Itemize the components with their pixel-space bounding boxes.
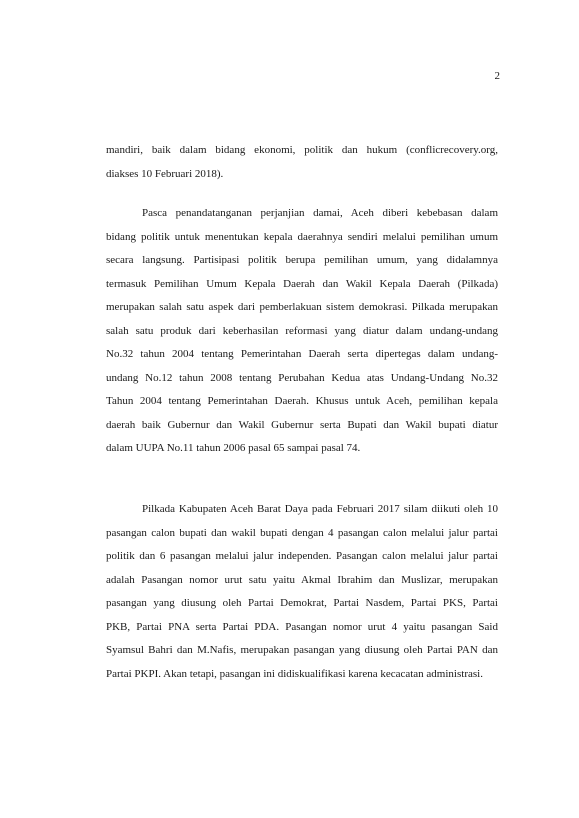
text-line: No.32 tahun 2004 tentang Pemerintahan Daerah serta dipertegas dalam undang- [106,348,498,360]
text-line: Partai PKPI. Akan tetapi, pasangan ini didiskualifikasi karena kecacatan administrasi. [106,667,483,680]
text-line: diakses 10 Februari 2018). [106,167,224,180]
paragraph-3 [106,498,498,686]
text-line: merupakan salah satu aspek dari pemberlakuan sistem demokrasi. Pilkada merupakan [106,301,498,313]
text-line: Pasca penandatanganan perjanjian damai, Aceh diberi kebebasan dalam [142,207,498,219]
text-line: salah satu produk dari keberhasilan reformasi yang diatur dalam undang-undang [106,324,498,337]
page-number: 2 [494,70,500,82]
text-line: dalam UUPA No.11 tahun 2006 pasal 65 sampai pasal 74. [106,442,361,454]
text-line: bidang politik untuk menentukan kepala daerahnya sendiri melalui pemilihan umum [106,230,498,243]
text-line: politik dan 6 pasangan melalui jalur independen. Pasangan calon melalui jalur partai [106,550,498,562]
text-line: pasangan calon bupati dan wakil bupati dengan 4 pasangan calon melalui jalur partai [106,526,498,539]
text-line: PKB, Partai PNA serta Partai PDA. Pasangan nomor urut 4 yaitu pasangan Said [106,620,498,633]
text-line: Pilkada Kabupaten Aceh Barat Daya pada Februari 2017 silam diikuti oleh 10 [142,503,498,515]
text-line: mandiri, baik dalam bidang ekonomi, politik dan hukum (conflicrecovery.org, [106,144,498,156]
paragraph-2 [106,202,498,461]
text-line: termasuk Pemilihan Umum Kepala Daerah dan Wakil Kepala Daerah (Pilkada) [106,277,498,290]
text-line: adalah Pasangan nomor urut satu yaitu Akmal Ibrahim dan Muslizar, merupakan [106,573,498,586]
paragraph-1 [106,139,498,186]
text-line: Tahun 2004 tentang Pemerintahan Daerah. Khusus untuk Aceh, pemilihan kepala [106,395,498,407]
text-line: daerah baik Gubernur dan Wakil Gubernur serta Bupati dan Wakil bupati diatur [106,418,498,431]
text-line: secara langsung. Partisipasi politik berupa pemilihan umum, yang didalamnya [106,254,498,266]
text-line: undang No.12 tahun 2008 tentang Perubahan Kedua atas Undang-Undang No.32 [106,371,498,384]
text-line: Syamsul Bahri dan M.Nafis, merupakan pasangan yang diusung oleh Partai PAN dan [106,644,498,656]
text-line: pasangan yang diusung oleh Partai Demokrat, Partai Nasdem, Partai PKS, Partai [106,597,498,609]
